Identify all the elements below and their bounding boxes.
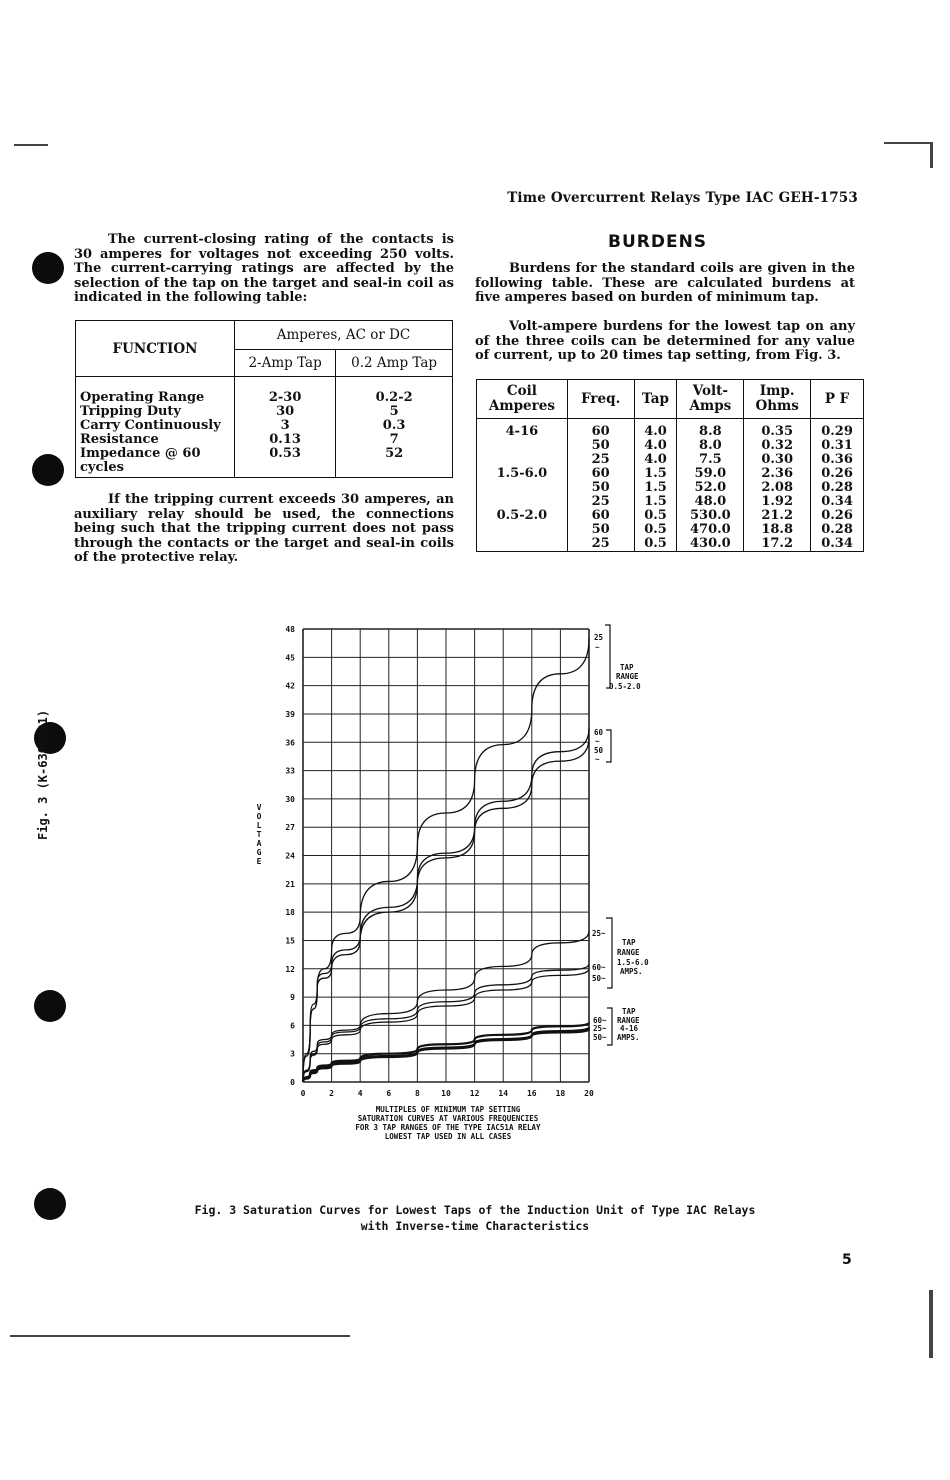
imp-value: 0.32	[761, 438, 794, 453]
col-pf: P F	[811, 380, 864, 419]
burdens-heading: BURDENS	[608, 232, 708, 252]
tripping-text: If the tripping current exceeds 30 amperes, an auxiliary relay should be used, the connections being such that the tripping current does not pass through the contacts or the target and seal-in coils of the protective relay.	[74, 492, 454, 565]
freq-value: 25	[591, 494, 610, 509]
va-value: 59.0	[694, 466, 727, 481]
ann-top-25: 25	[594, 633, 604, 642]
value-02amp: 5	[389, 404, 399, 419]
tap-value: 1.5	[644, 480, 667, 495]
y-axis-letter: T	[256, 830, 262, 839]
running-header: Time Overcurrent Relays Type IAC GEH-1753	[507, 190, 858, 206]
va-value: 8.8	[699, 424, 722, 439]
tap-value: 4.0	[644, 452, 667, 467]
y-tick-label: 18	[285, 908, 295, 918]
y-tick-label: 27	[285, 823, 295, 833]
imp-value: 2.36	[761, 466, 794, 481]
col-function: FUNCTION	[76, 321, 235, 377]
y-tick-label: 48	[285, 625, 295, 634]
y-axis-label	[257, 803, 262, 866]
y-tick-label: 39	[285, 709, 295, 719]
col-volt-amps: Volt-Amps	[677, 380, 744, 419]
ann-range-mid-label: RANGE	[617, 948, 640, 957]
x-tick-label: 14	[498, 1089, 509, 1098]
pf-value: 0.34	[821, 494, 853, 509]
va-value: 52.0	[694, 480, 727, 495]
ann-tap-mid: TAP	[622, 938, 636, 947]
x-axis-caption-4: LOWEST TAP USED IN ALL CASES	[384, 1132, 512, 1141]
imp-value: 0.30	[761, 452, 794, 467]
freq-value: 50	[591, 480, 610, 495]
figure-caption	[0, 1202, 950, 1234]
freq-value: 50	[591, 522, 610, 537]
ann-top-tilde: ~	[595, 643, 600, 652]
y-tick-label: 42	[285, 681, 295, 691]
value-02amp: 0.3	[382, 418, 406, 433]
row-label: Operating Range	[80, 390, 205, 405]
col-2amp: 2-Amp Tap	[235, 350, 336, 377]
pf-value: 0.31	[821, 438, 853, 453]
col-02amp: 0.2 Amp Tap	[336, 350, 453, 377]
ann-amps-low: AMPS.	[617, 1033, 640, 1042]
x-tick-label: 20	[584, 1089, 594, 1098]
ann-range-low-label: RANGE	[617, 1016, 640, 1025]
row-label: Tripping Duty	[80, 404, 181, 419]
page-number: 5	[842, 1252, 852, 1268]
coil-range: 1.5-6.0	[496, 466, 548, 481]
ann-mid-60: 60~	[592, 963, 606, 972]
y-tick-label: 21	[285, 879, 295, 889]
y-tick-label: 36	[285, 738, 295, 748]
col-imp-ohms: Imp. Ohms	[744, 380, 811, 419]
freq-value: 60	[591, 424, 610, 439]
y-tick-label: 30	[285, 794, 295, 804]
freq-value: 25	[591, 536, 610, 551]
value-02amp: 0.2-2	[375, 390, 413, 405]
tap-value: 1.5	[644, 466, 667, 481]
coil-range: 4-16	[505, 424, 539, 439]
x-axis-caption-1: MULTIPLES OF MINIMUM TAP SETTING	[375, 1105, 521, 1114]
imp-value: 21.2	[761, 508, 794, 523]
value-02amp: 52	[385, 446, 404, 461]
x-tick-label: 10	[441, 1089, 451, 1098]
freq-value: 25	[591, 452, 610, 467]
pf-value: 0.26	[821, 466, 853, 481]
value-02amp: 7	[389, 432, 399, 447]
ann-mid-25: 25~	[592, 929, 606, 938]
y-tick-label: 9	[290, 993, 295, 1003]
pf-value: 0.36	[821, 452, 853, 467]
y-tick-label: 33	[285, 766, 295, 776]
x-tick-label: 18	[555, 1089, 566, 1098]
y-axis-letter: A	[256, 839, 262, 848]
value-2amp: 30	[276, 404, 295, 419]
pf-value: 0.29	[821, 424, 853, 439]
chart-grid	[303, 629, 589, 1082]
side-figure-label: Fig. 3 (K-6306891)	[36, 709, 50, 840]
caption-line-1: Fig. 3 Saturation Curves for Lowest Taps of the Induction Unit of Type IAC Relays	[194, 1203, 756, 1217]
y-axis-letter: L	[256, 821, 262, 830]
y-axis-letter: E	[256, 857, 262, 866]
tap-value: 4.0	[644, 438, 667, 453]
ann-tilde2: ~	[595, 737, 600, 746]
x-axis-caption-3: FOR 3 TAP RANGES OF THE TYPE IAC51A RELAY	[355, 1123, 541, 1132]
va-value: 7.5	[699, 452, 722, 467]
x-tick-label: 8	[414, 1089, 420, 1098]
va-value: 530.0	[690, 508, 731, 523]
pf-value: 0.28	[821, 522, 853, 537]
bracket-top	[605, 625, 610, 688]
row-label: Carry Continuously	[80, 418, 221, 433]
ann-low-50: 50~	[593, 1033, 607, 1042]
pf-value: 0.26	[821, 508, 853, 523]
volt-ampere-text: Volt-ampere burdens for the lowest tap on any of the three coils can be determined for any value of current, up to 20 times tap setting, from Fig. 3.	[475, 319, 855, 363]
ann-amps-mid: AMPS.	[620, 967, 643, 976]
ann-50: 50	[594, 746, 604, 755]
y-tick-label: 45	[285, 653, 295, 663]
value-2amp: 0.13	[269, 432, 301, 447]
bracket-upper	[606, 730, 611, 762]
caption-line-2: with Inverse-time Characteristics	[360, 1219, 590, 1233]
col-freq: Freq.	[567, 380, 634, 419]
tap-value: 0.5	[644, 522, 667, 537]
ann-tap: TAP	[620, 663, 634, 672]
coil-range: 0.5-2.0	[496, 508, 548, 523]
burdens-text: Burdens for the standard coils are given in the following table. These are calculated burdens at five amperes based on burden of minimum tap.	[475, 261, 855, 305]
va-value: 8.0	[699, 438, 722, 453]
tap-value: 4.0	[644, 424, 667, 439]
x-tick-label: 0	[300, 1089, 306, 1098]
y-axis-letter: G	[256, 848, 262, 857]
contact-rating-text: The current-closing rating of the contacts is 30 amperes for voltages not exceeding 250 volts. The current-carrying ratings are affected by the selection of the tap on the target and seal-in coil as indicated in the following table:	[74, 232, 454, 305]
y-tick-label: 24	[285, 851, 295, 861]
y-axis-letter: V	[256, 803, 262, 812]
y-tick-label: 12	[285, 964, 295, 974]
tap-value: 1.5	[644, 494, 667, 509]
bracket-low	[607, 1008, 612, 1045]
tap-value: 0.5	[644, 536, 667, 551]
y-tick-label: 15	[285, 936, 295, 946]
ann-tilde3: ~	[595, 755, 600, 764]
value-2amp: 0.53	[269, 446, 301, 461]
ann-range-mid: 1.5-6.0	[617, 958, 649, 967]
right-edge-rule-bottom	[929, 1290, 933, 1358]
y-tick-labels	[285, 625, 295, 1087]
col-amperes-group: Amperes, AC or DC	[235, 321, 453, 350]
row-label: Impedance @ 60 cycles	[80, 446, 201, 475]
ann-range-low: 4-16	[620, 1024, 639, 1033]
bracket-mid	[606, 918, 612, 988]
va-value: 430.0	[690, 536, 731, 551]
y-tick-label: 3	[290, 1049, 295, 1059]
x-tick-label: 16	[526, 1089, 537, 1098]
freq-value: 60	[591, 466, 610, 481]
x-axis-caption-2: SATURATION CURVES AT VARIOUS FREQUENCIES	[357, 1114, 539, 1123]
col-coil-amperes: Coil Amperes	[477, 380, 568, 419]
col-tap: Tap	[634, 380, 677, 419]
ann-mid-50: 50~	[592, 974, 606, 983]
va-value: 470.0	[690, 522, 731, 537]
x-tick-label: 6	[386, 1089, 392, 1098]
ann-low-60: 60~	[593, 1016, 607, 1025]
x-tick-label: 12	[469, 1089, 480, 1098]
ann-tap-low: TAP	[622, 1007, 636, 1016]
pf-value: 0.34	[821, 536, 853, 551]
va-value: 48.0	[694, 494, 727, 509]
imp-value: 18.8	[761, 522, 794, 537]
y-axis-letter: O	[256, 812, 262, 821]
freq-value: 50	[591, 438, 610, 453]
freq-value: 60	[591, 508, 610, 523]
pf-value: 0.28	[821, 480, 853, 495]
y-tick-label: 0	[290, 1078, 295, 1087]
imp-value: 0.35	[761, 424, 794, 439]
x-tick-labels	[301, 1089, 594, 1098]
x-tick-label: 4	[357, 1089, 363, 1098]
row-label: Resistance	[80, 432, 159, 447]
imp-value: 1.92	[761, 494, 794, 509]
ann-60: 60	[594, 728, 604, 737]
ann-range-top: 0.5-2.0	[609, 682, 641, 691]
imp-value: 2.08	[761, 480, 794, 495]
value-2amp: 2-30	[268, 390, 302, 405]
x-tick-label: 2	[329, 1089, 335, 1098]
value-2amp: 3	[280, 418, 290, 433]
y-tick-label: 6	[290, 1021, 295, 1031]
ann-range: RANGE	[616, 672, 639, 681]
imp-value: 17.2	[761, 536, 794, 551]
tap-value: 0.5	[644, 508, 667, 523]
bottom-left-rule	[10, 1335, 350, 1337]
ann-low-25: 25~	[593, 1024, 607, 1033]
